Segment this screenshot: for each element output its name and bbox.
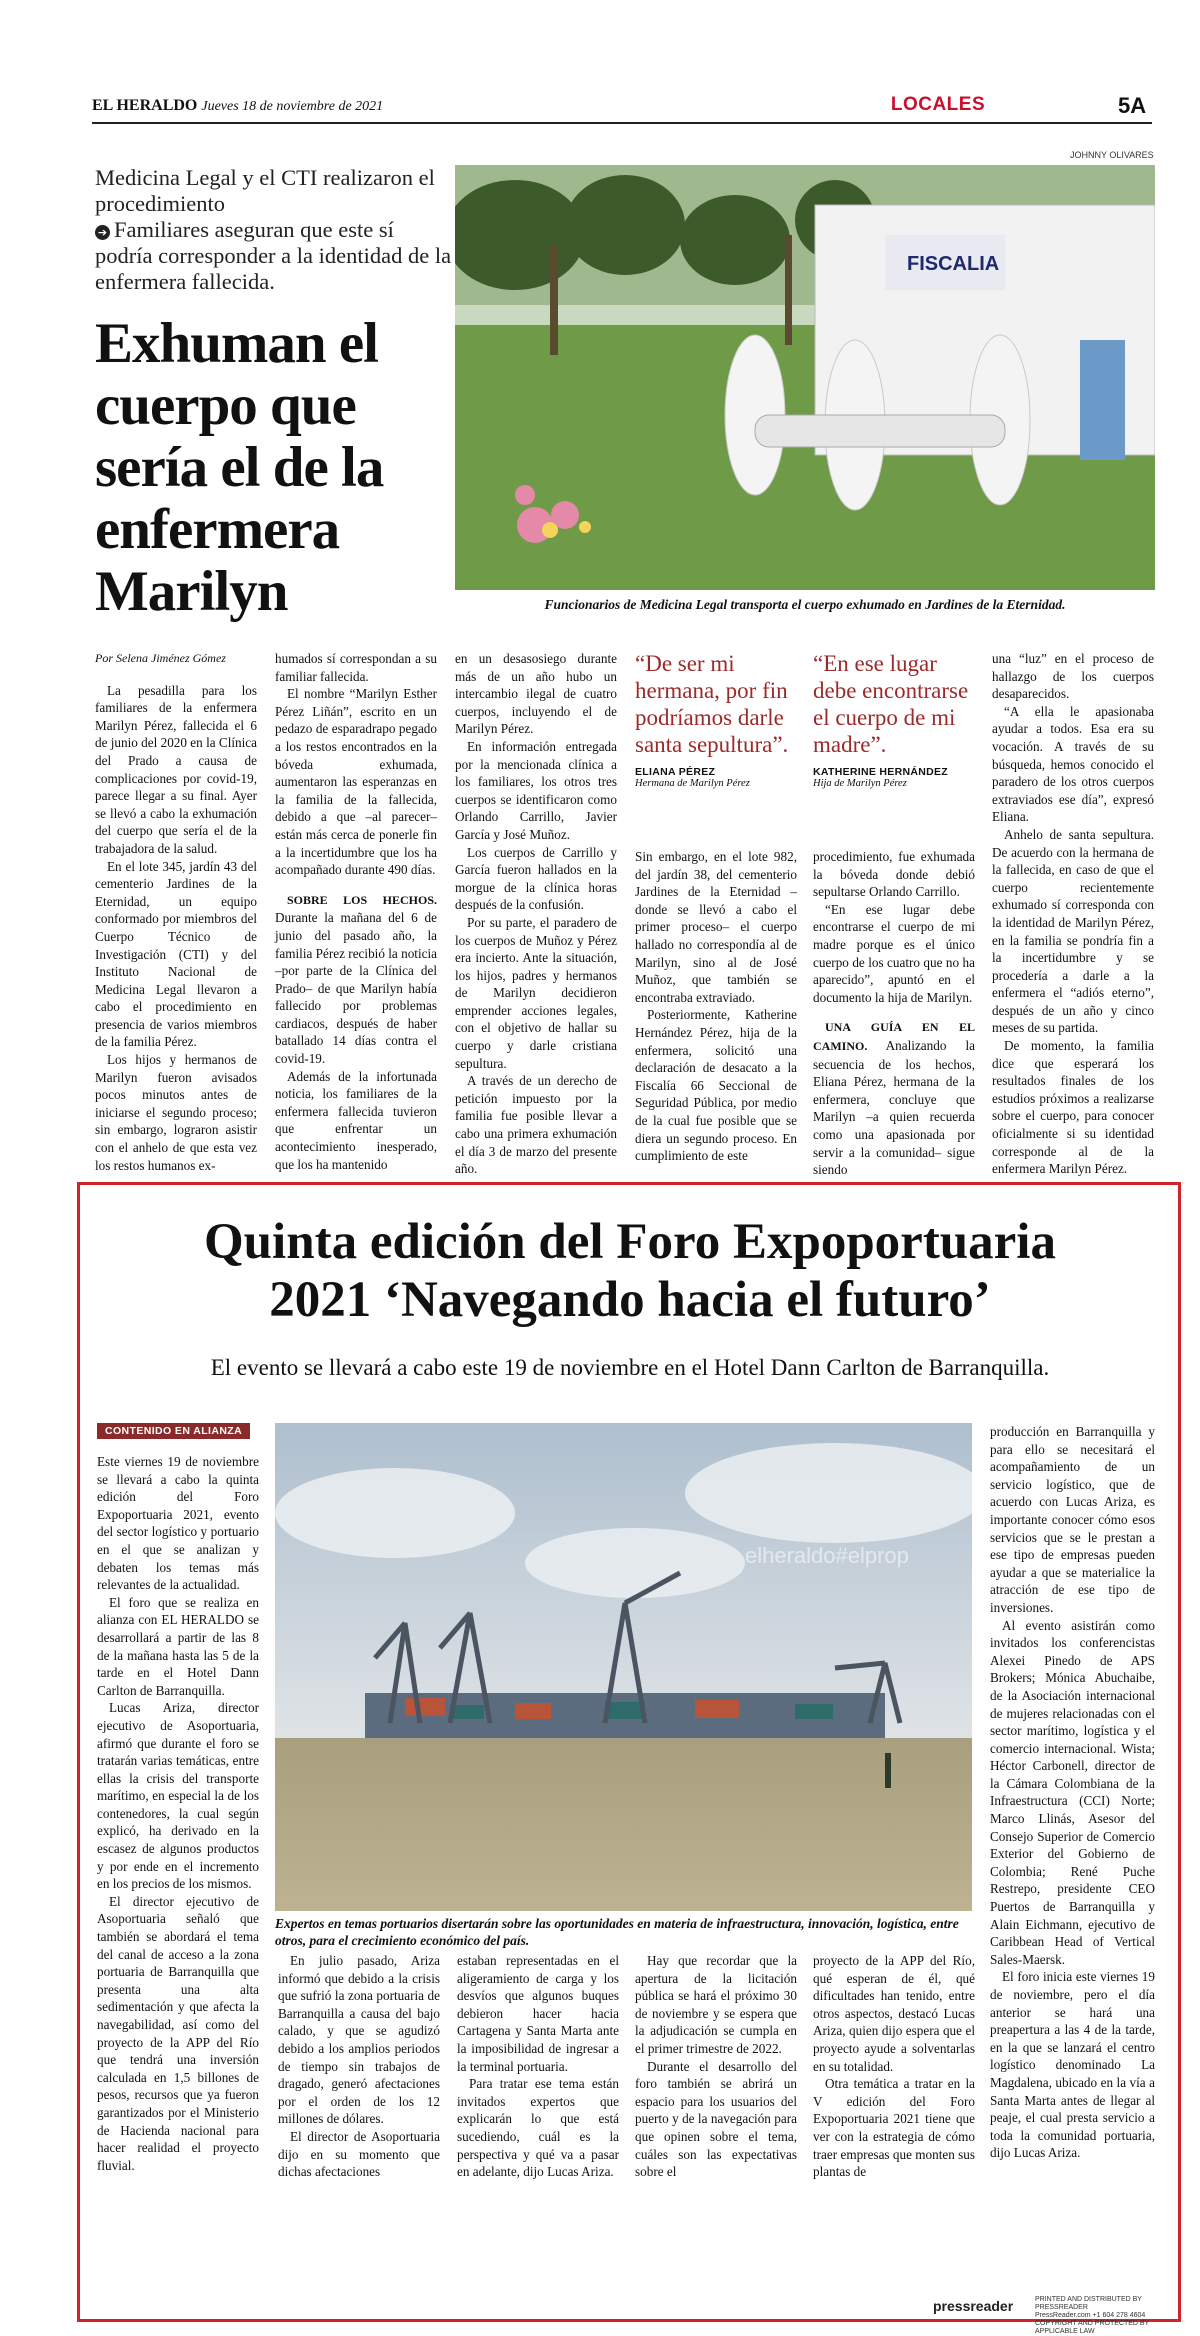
photo-caption: Funcionarios de Medicina Legal transporta el cuerpo exhumado en Jardines de la Eternidad. [544, 597, 1066, 612]
van-label: FISCALIA [907, 253, 1000, 275]
quote-role: Hija de Marilyn Pérez [813, 778, 907, 789]
byline: Por Selena Jiménez Gómez [95, 651, 226, 665]
article-column-b [278, 1952, 440, 2181]
quote-text: “De ser mi hermana, por fin podríamos darle santa sepultura”. [635, 651, 789, 757]
paragraph: El foro inicia este viernes 19 de noviembre, pero el día anterior se hará una preapertura a las 4 de la tarde, en la que se lanzará el centro logístico denominado La Magdalena, ubicado en la vía a Santa Marta antes de llegar al peaje, el cual presta servicio a toda la comunidad portuaria, dijo Lucas Ariza. [990, 1969, 1155, 2161]
paragraph: en un desasosiego durante más de un año hubo un intercambio ilegal de cuatro cuerpos, incluyendo el de Marilyn Pérez. [455, 651, 617, 737]
distribution-notice [1035, 2296, 1165, 2336]
paragraph: humados sí correspondan a su familiar fallecida. [275, 651, 437, 684]
photo-credit: JOHNNY OLIVARES [1070, 150, 1154, 160]
paragraph: “A ella le apasionaba ayudar a todos. Esa era su vocación. A través de su búsqueda, hemos conocido el paradero de los otros cuerpos extraviados ese día”, expresó Eliana. [992, 703, 1154, 825]
article-column-e [813, 1952, 975, 2181]
photo-watermark: elheraldo#elprop [745, 1543, 909, 1568]
subhead: SOBRE LOS HECHOS. [287, 892, 437, 907]
notice-line: PRINTED AND DISTRIBUTED BY PRESSREADER [1035, 2296, 1142, 2311]
notice-line: COPYRIGHT AND PROTECTED BY APPLICABLE LAW [1035, 2320, 1150, 2335]
paragraph [813, 1018, 975, 1178]
newspaper-name: EL HERALDO [92, 97, 198, 114]
pull-quote-1 [635, 650, 800, 789]
article-kicker [95, 165, 455, 295]
notice-line: PressReader.com +1 604 278 4604 [1035, 2312, 1146, 2319]
pull-quote-2 [813, 650, 978, 789]
paragraph: Lucas Ariza, director ejecutivo de Asoportuaria, afirmó que durante el foro se tratarán varias temáticas, entre ellas la crisis del transporte marítimo, en especial la de los contenedores, la cual según explicó, ha derivado en la escasez de algunos productos y por ende en el incremento en los precios de los mismos. [97, 1700, 259, 1892]
quote-role: Hermana de Marilyn Pérez [635, 778, 750, 789]
paragraph: proyecto de la APP del Río, qué esperan de él, qué dificultades han tenido, entre otros aspectos, destacó Lucas Ariza, quien dijo espera que el proyecto ayude a solventarlas en su totalidad. [813, 1953, 975, 2074]
paragraph: En el lote 345, jardín 43 del cementerio Jardines de la Eternidad, un equipo conformado por miembros del Cuerpo Técnico de Investigación (CTI) y del Instituto Nacional de Medicina Legal llevaron a cabo el procedimiento en presencia de varios miembros de la familia Pérez. [95, 858, 257, 1050]
arrow-right-icon: ➔ [95, 225, 110, 240]
article-column-d [635, 1952, 797, 2181]
photo-caption: Expertos en temas portuarios disertarán sobre las oportunidades en materia de infraestructura, innovación, logística, entre otros, para el crecimiento económico del país. [275, 1916, 959, 1948]
paragraph: El director ejecutivo de Asoportuaria señaló que también se abordará el tema del canal de acceso a la zona portuaria de Barranquilla que presenta una alta sedimentación y que afecta la navegabilidad, así como del proyecto de la APP del Río que tendrá una inversión calculada en 1,5 billones de pesos, recursos que ya fueron garantizados por el Ministerio de Hacienda nacional para hacer realidad el proyecto fluvial. [97, 1893, 259, 2173]
article-column-3 [455, 650, 617, 1178]
paragraph: En información entregada por la mencionada clínica a los familiares, los otros tres cuerpos se identificaron como Orlando Carrillo, Javier García y José Muñoz. [455, 738, 617, 842]
paragraph: El foro que se realiza en alianza con EL HERALDO se desarrollará a partir de las 8 de la mañana hasta las 5 de la tarde en el Hotel Dann Carlton de Barranquilla. [97, 1594, 259, 1698]
headline-line: Quinta edición del Foro Expoportuaria [204, 1214, 1056, 1270]
subhead: UNA GUÍA EN EL CAMINO. [813, 1020, 975, 1053]
issue-date: Jueves 18 de noviembre de 2021 [201, 99, 384, 114]
headline-line: 2021 ‘Navegando hacia el futuro’ [269, 1272, 991, 1328]
paragraph: procedimiento, fue exhumada la bóveda donde debió sepultarse Orlando Carrillo. [813, 849, 975, 900]
paragraph: Por su parte, el paradero de los cuerpos de Muñoz y Pérez era incierto. Ante la situación, los hijos, padres y hermanos de Marilyn decidieron emprender acciones legales, con el objetivo de hallar su cuerpo y darle cristiana sepultura. [455, 914, 617, 1071]
exhumation-photo [455, 165, 1155, 590]
article-column-5 [813, 848, 975, 1179]
port-photo [275, 1423, 972, 1911]
paragraph-text: Analizando la secuencia de los hechos, Eliana Pérez, hermana de la enfermera, concluye que Marilyn –a quien recuerda como una apasionada por servir a la comunidad– sigue siendo [813, 1037, 975, 1178]
article-column-6 [992, 650, 1154, 1178]
subkicker-text: Familiares aseguran que este sí podría corresponder a la identidad de la enfermera fallecida. [95, 217, 452, 294]
page-number: 5A [1118, 93, 1147, 118]
article-column-2 [275, 650, 437, 1173]
paragraph: Anhelo de santa sepultura. De acuerdo con la hermana de la fallecida, en caso de que el cuerpo recientemente exhumado sí corresponda con la identidad de Marilyn Pérez, en la familia se pondría fin a la incertidumbre y se procedería a darle a la enfermera el “adiós eterno”, después de un año y cinco meses de su partida. [992, 826, 1154, 1036]
kicker-text: Medicina Legal y el CTI realizaron el procedimiento [95, 165, 435, 216]
paragraph: El nombre “Marilyn Esther Pérez Liñán”, escrito en un pedazo de esparadrapo pegado a los restos encontrados en la bóveda exhumada, aumentaron las esperanzas en la familia de la fallecida, debido a que –al parecer– están más cerca de ponerle fin a la incertidumbre que los ha acompañado durante 490 días. [275, 686, 437, 878]
article-column-4 [635, 848, 797, 1165]
paragraph: estaban representadas en el aligeramiento de carga y los desvíos que algunos buques debieron hacer hacia Cartagena y Santa Marta ante la imposibilidad de ingresar a la terminal portuaria. [457, 1953, 619, 2074]
paragraph: Otra temática a tratar en la V edición del Foro Expoportuaria 2021 tiene que ver con la estrategia de cómo traer empresas que monten sus plantas de [813, 2076, 975, 2180]
header-rule [92, 122, 1152, 124]
paragraph: Para tratar ese tema están invitados expertos que explicarán lo que está sucediendo, cuál es la perspectiva y qué va a pasar en adelante, dijo Lucas Ariza. [457, 2076, 619, 2180]
paragraph: A través de un derecho de petición impuesto por la familia fue posible llevar a cabo una primera exhumación el día 3 de marzo del presente año. [455, 1073, 617, 1177]
masthead [92, 97, 383, 115]
sponsored-headline [100, 1213, 1160, 1329]
paragraph: Posteriormente, Katherine Hernández Pérez, hija de la enfermera, solicitó una declaración de desacato a la Fiscalía 66 Seccional de Seguridad Pública, por medio de la cual fue posible que se diera un segundo proceso. En cumplimiento de este [635, 1007, 797, 1164]
paragraph-text: Durante la mañana del 6 de junio del pasado año, la familia Pérez recibió la noticia –por parte de la Clínica del Prado– de que Marilyn había fallecido por problemas cardiacos, después de haber batallado 14 días contra el covid-19. [275, 910, 437, 1067]
article-column-f [990, 1423, 1155, 2162]
paragraph: El director de Asoportuaria dijo en su momento que dichas afectaciones [278, 2128, 440, 2180]
article-column-a [97, 1453, 259, 2174]
paragraph: Este viernes 19 de noviembre se llevará a cabo la quinta edición del Foro Expoportuaria 2021, evento del sector logístico y portuario en el que se analizan y debaten los temas más relevantes de la actualidad. [97, 1454, 259, 1593]
exhumation-illustration [455, 165, 1155, 590]
port-illustration [275, 1423, 972, 1911]
paragraph [275, 891, 437, 1068]
article-headline: Exhuman el cuerpo que sería el de la enfermera Marilyn [95, 312, 384, 623]
paragraph: Los hijos y hermanos de Marilyn fueron avisados pocos minutos antes de iniciarse el segundo proceso; sin embargo, lograron asistir con el anhelo de que esta vez los restos humanos ex- [95, 1052, 257, 1173]
section-name: LOCALES [890, 94, 986, 115]
quote-author: ELIANA PÉREZ [635, 766, 716, 778]
article-column-c [457, 1952, 619, 2181]
paragraph: Sin embargo, en el lote 982, del jardín 38, del cementerio Jardines de la Eternidad –donde se llevó a cabo el primer proceso– el cuerpo hallado no correspondía al de Marilyn, sino al de José Muñoz, que también se encontraba extraviado. [635, 849, 797, 1005]
paragraph: “En ese lugar debe encontrarse el cuerpo de mi madre porque es el único cuerpo de los cuatro que no ha aparecido”, apuntó en el documento la hija de Marilyn. [813, 901, 975, 1005]
sponsored-deck: El evento se llevará a cabo este 19 de noviembre en el Hotel Dann Carlton de Barranquilla. [210, 1355, 1050, 1380]
paragraph: Hay que recordar que la apertura de la licitación pública se hará el próximo 30 de noviembre y se espera que la adjudicación se cumpla en el primer trimestre de 2022. [635, 1953, 797, 2056]
quote-author: KATHERINE HERNÁNDEZ [813, 766, 949, 778]
article-column-1 [95, 650, 257, 1174]
pressreader-logo: pressreader [933, 2298, 1014, 2314]
paragraph: Al evento asistirán como invitados los conferencistas Alexei Pinedo de APS Brokers; Mónica Abuchaibe, de la Asociación internacional de mujeres relacionadas con el sector marítimo, logística y el comercio internacional. Wista; Héctor Carbonell, director de la Cámara Colombiana de la Infraestructura (CCI) Norte; Marco Llinás, Asesor del Consejo Superior de Comercio Exterior del Gobierno de Colombia; René Puche Restrepo, presidente CEO Puertos de Barranquilla y Alain Eichmann, ejecutivo de Caribbean Head of Vertical Sales-Maersk. [990, 1617, 1155, 1967]
paragraph: Además de la infortunada noticia, los familiares de la enfermera fallecida tuvieron que enfrentar un acontecimiento inesperado, que los ha mantenido [275, 1068, 437, 1172]
paragraph: La pesadilla para los familiares de la enfermera Marilyn Pérez, fallecida el 6 de junio del 2020 en la Clínica del Prado a causa de complicaciones por covid-19, parece llegar a su final. Ayer se llevó a cabo la exhumación del cuerpo que sería el de la trabajadora de la salud. [95, 682, 257, 856]
paragraph: Los cuerpos de Carrillo y García fueron hallados en la morgue de la clínica horas después de la confusión. [455, 844, 617, 913]
paragraph: En julio pasado, Ariza informó que debido a la crisis que sufrió la zona portuaria de Barranquilla a causa del bajo calado, y que se agudizó debido a los amplios periodos de tiempo sin trabajos de dragado, generó afectaciones por el orden de los 12 millones de dólares. [278, 1953, 440, 2127]
paragraph: producción en Barranquilla y para ello se necesitará el acompañamiento de un servicio logístico, que de acuerdo con Lucas Ariza, es importante conocer cómo esos servicios que se le prestan a ese tipo de empresas pueden ayudar a que se materialice la atracción de ese tipo de inversiones. [990, 1424, 1155, 1615]
paragraph: De momento, la familia dice que esperará los resultados finales de los estudios próximos a realizarse sobre el cuerpo, para conocer oficialmente si su identidad corresponde al de la enfermera Marilyn Pérez. [992, 1038, 1154, 1177]
paragraph: Durante el desarrollo del foro también se abrirá un espacio para los usuarios del puerto y de la navegación para que opinen sobre el tema, cuáles son las expectativas sobre el [635, 2058, 797, 2180]
sponsored-badge: CONTENIDO EN ALIANZA [97, 1423, 250, 1439]
quote-text: “En ese lugar debe encontrarse el cuerpo de mi madre”. [813, 651, 969, 757]
paragraph: una “luz” en el proceso de hallazgo de los cuerpos desaparecidos. [992, 651, 1154, 702]
